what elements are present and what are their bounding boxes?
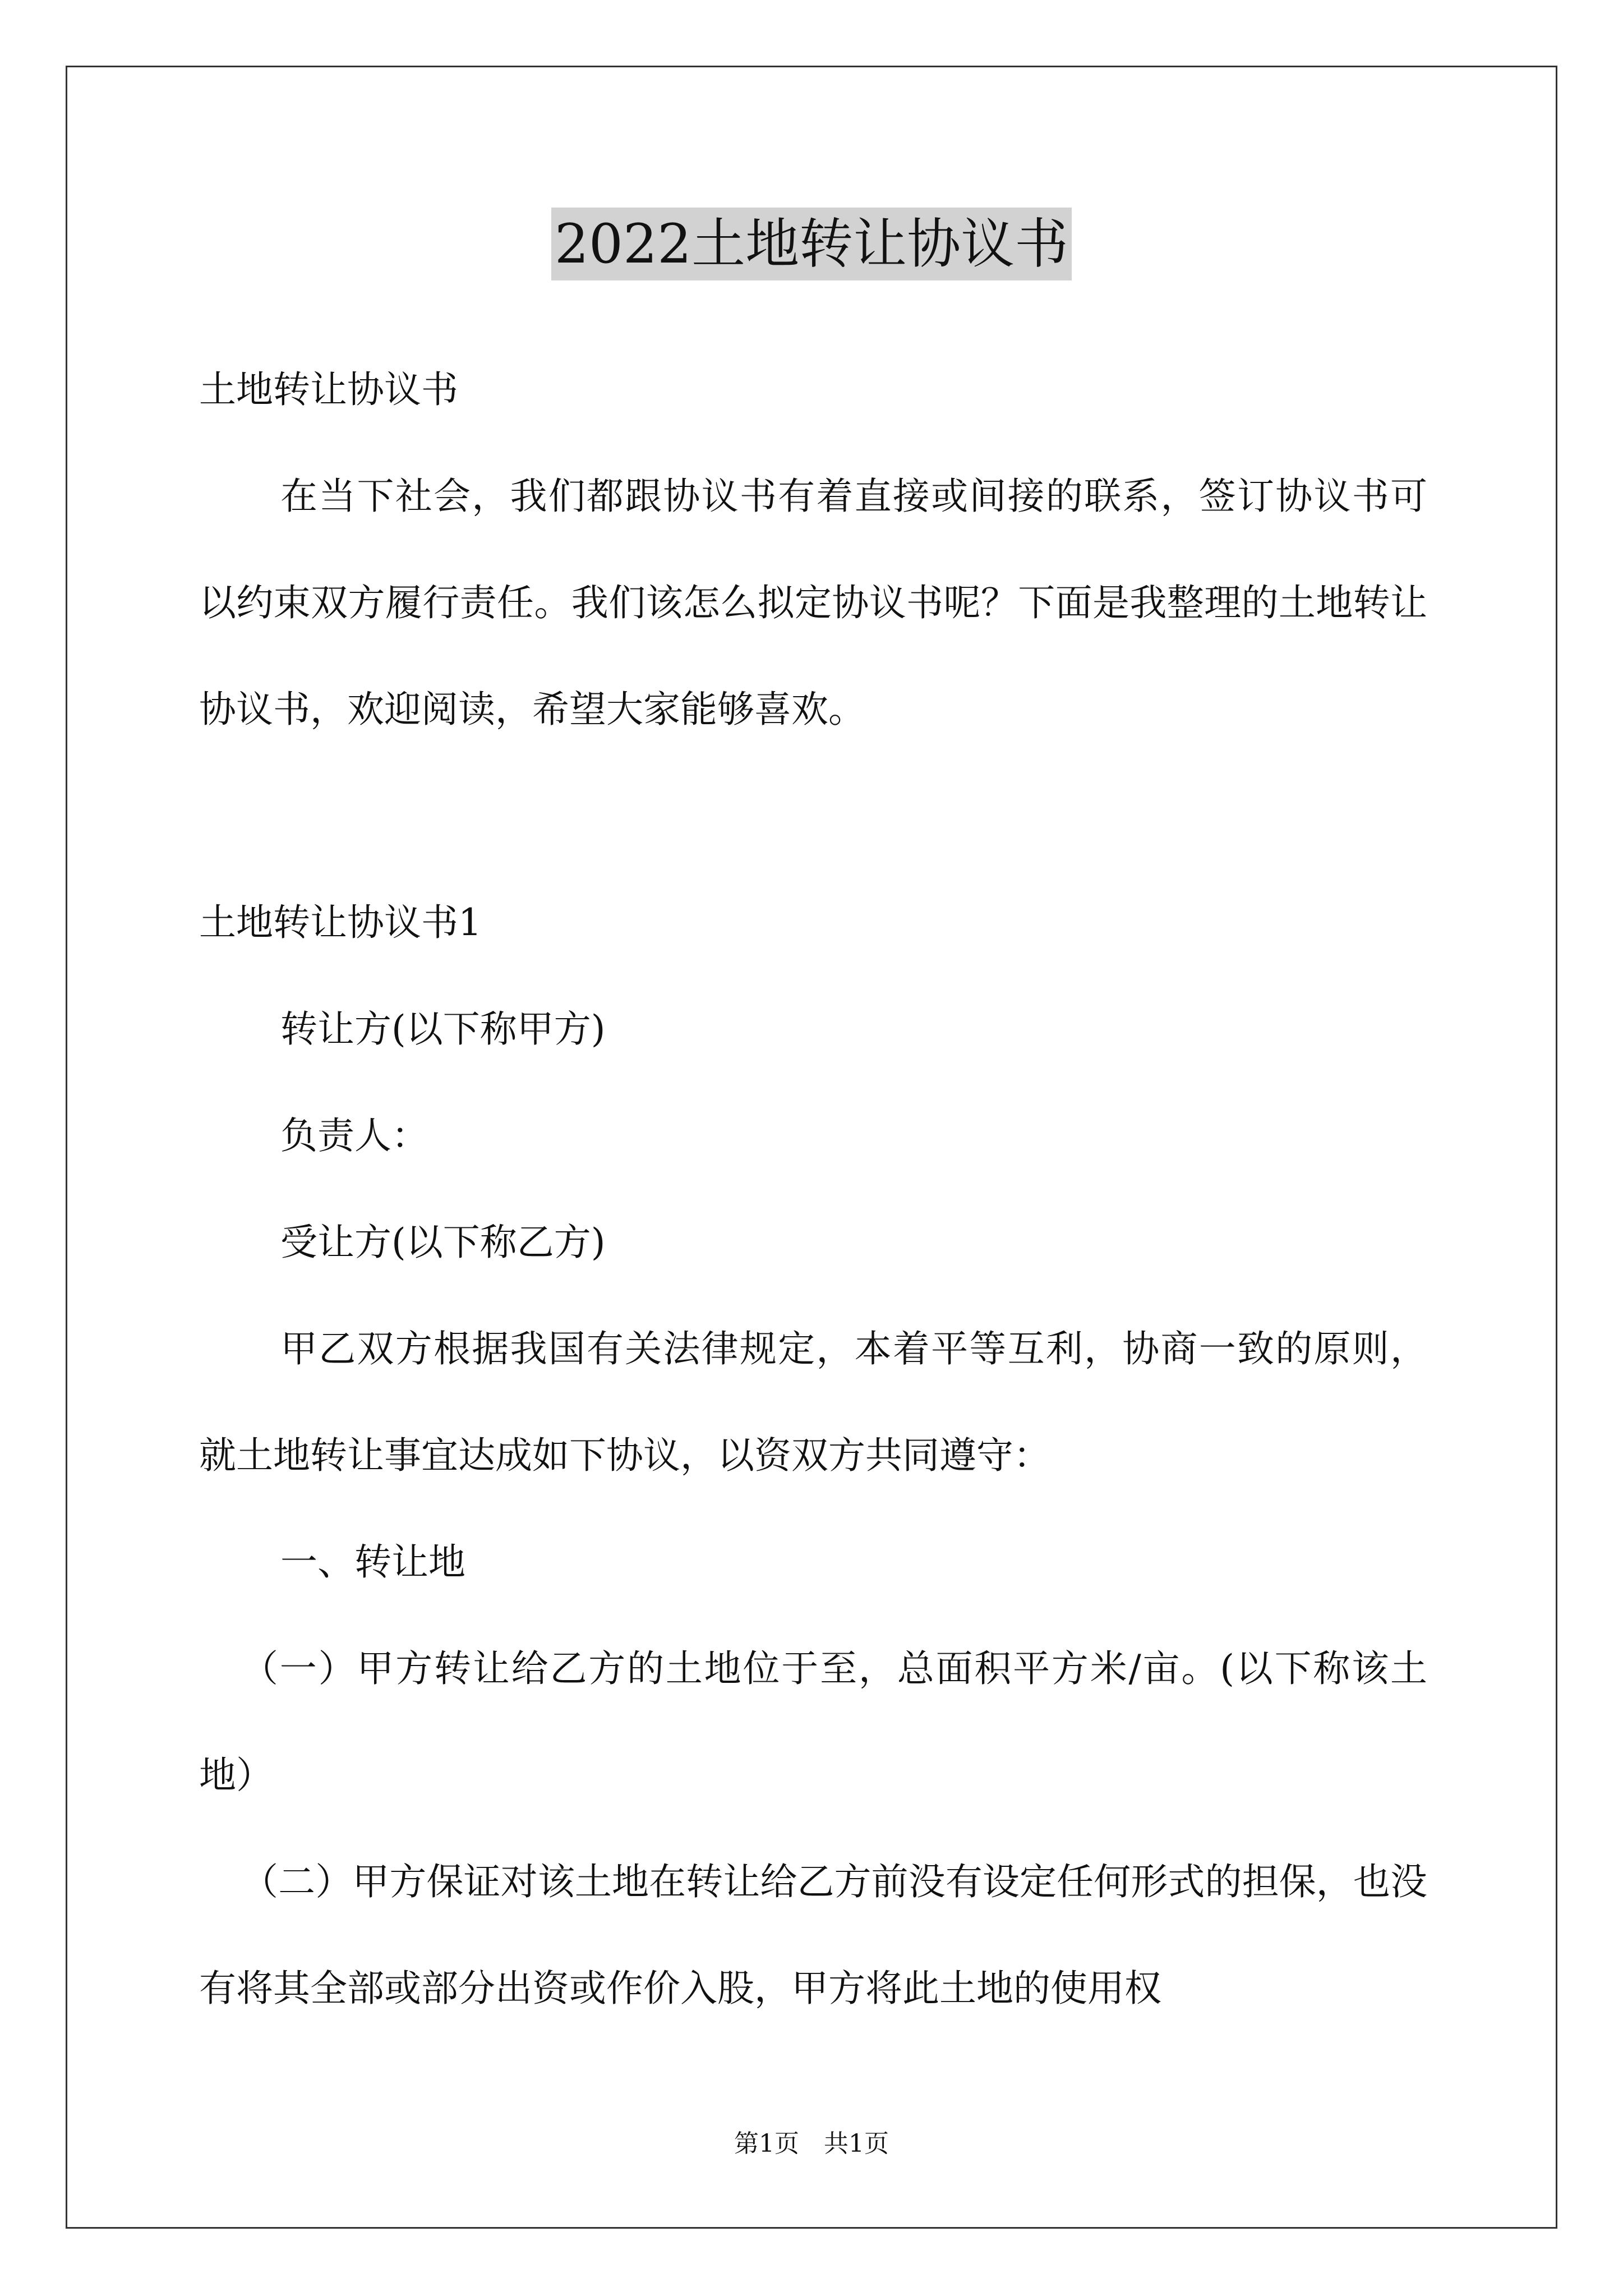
clause-item: （二）甲方保证对该土地在转让给乙方前没有设定任何形式的担保，也没有将其全部或部分出资或作价入股，甲方将此土地的使用权 (199, 1860, 1427, 2010)
page-footer: 第1页 共1页 (734, 2129, 889, 2158)
clause-heading: 一、转让地 (280, 1540, 465, 1584)
responsible-person-line: 负责人： (280, 1114, 428, 1157)
transferor-line: 转让方(以下称甲方) (280, 1007, 606, 1051)
spacer (199, 763, 1427, 869)
principle-paragraph: 甲乙双方根据我国有关法律规定，本着平等互利，协商一致的原则，就土地转让事宜达成如下协议，以资双方共同遵守： (199, 1327, 1427, 1477)
document-title: 2022土地转让协议书 (551, 208, 1072, 280)
section-heading: 土地转让协议书 (199, 368, 458, 411)
document-body (199, 337, 1427, 2042)
clause-item: （一）甲方转让给乙方的土地位于至，总面积平方米/亩。(以下称该土地） (199, 1647, 1427, 1797)
title-container (0, 208, 1623, 280)
transferee-line: 受让方(以下称乙方) (280, 1221, 606, 1264)
intro-paragraph: 在当下社会，我们都跟协议书有着直接或间接的联系，签订协议书可以约束双方履行责任。我们该怎么拟定协议书呢？下面是我整理的土地转让协议书，欢迎阅读，希望大家能够喜欢。 (199, 475, 1427, 731)
agreement-heading: 土地转让协议书1 (199, 901, 482, 944)
